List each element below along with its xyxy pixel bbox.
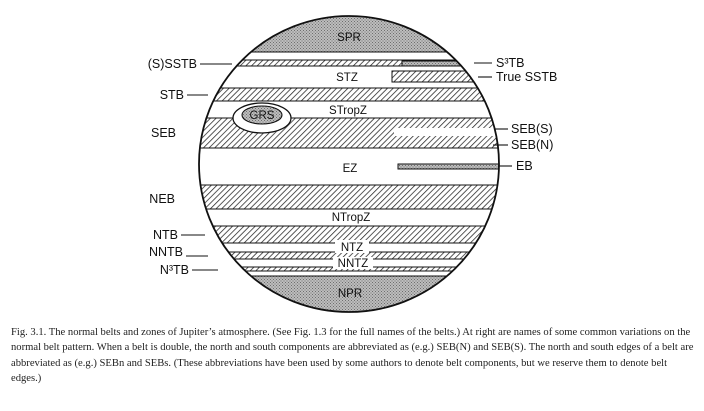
- label-seb: SEB: [150, 126, 176, 140]
- zone-label-stropz: STropZ: [329, 105, 367, 117]
- seb-gap: [394, 128, 504, 136]
- label-ntb: NTB: [153, 228, 178, 242]
- figure-caption: Fig. 3.1. The normal belts and zones of Jupiter’s atmosphere. (See Fig. 1.3 for the full names of the belts.) At right are names of some common variations on the normal belt pattern. When a belt is double, the north and south components are abbreviated as (e.g.) SEB(N) and SEB(S). The north and south edges of a belt are abbreviated as (e.g.) SEBn and SEBs. (These abbreviations have been used by some authors to denote belt components, but we reserve them to denote belt edges.): [11, 327, 694, 384]
- stb-belt: [199, 88, 499, 101]
- label-seb-n: SEB(N): [511, 138, 554, 152]
- zone-label-ntropz: NTropZ: [331, 212, 371, 224]
- label-s3tb: S³TB: [496, 56, 525, 70]
- zone-label-grs: GRS: [249, 110, 275, 122]
- zone-label-spr: SPR: [337, 32, 361, 44]
- label-s-sstb: (S)SSTB: [147, 57, 197, 71]
- zone-label-ez: EZ: [342, 163, 358, 175]
- label-neb: NEB: [149, 192, 175, 206]
- label-eb: EB: [516, 159, 533, 173]
- label-nntb: NNTB: [148, 245, 183, 259]
- zone-label-stz: STZ: [336, 72, 358, 84]
- label-n3tb: N³TB: [159, 263, 189, 277]
- zone-label-npr: NPR: [337, 288, 363, 300]
- label-true-sstb: True SSTB: [496, 70, 558, 84]
- label-stb: STB: [159, 88, 184, 102]
- label-seb-s: SEB(S): [511, 122, 553, 136]
- neb-belt: [199, 185, 499, 209]
- zone-label-ntz: NTZ: [340, 242, 364, 254]
- eb-belt: [398, 164, 499, 169]
- zone-label-nntz: NNTZ: [337, 258, 369, 270]
